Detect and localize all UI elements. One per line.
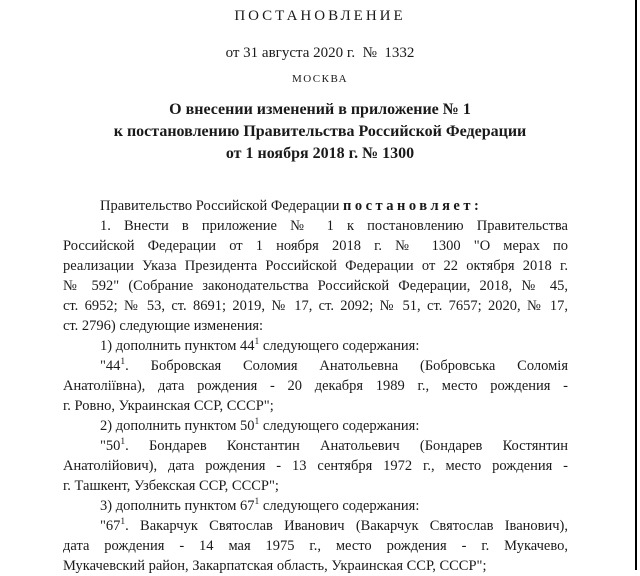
doc-type-heading: ПОСТАНОВЛЕНИЕ	[234, 8, 406, 24]
paragraph-line: Анатолійович), дата рождения - 13 сентября 1972 г., место рождения -	[63, 458, 568, 474]
paragraph-line: № 592" (Собрание законодательства Российской Федерации, 2018, № 45,	[63, 278, 568, 294]
paragraph-line: "$67^1$. Вакарчук Святослав Иванович (Вакарчук Святослав Іванович),	[100, 517, 568, 534]
intro-paragraph	[63, 196, 568, 216]
document-body	[63, 196, 568, 576]
page-edge-line	[635, 0, 637, 570]
paragraph-line: г. Ровно, Украинская ССР, СССР";	[63, 398, 274, 414]
document-header	[0, 0, 640, 165]
doc-title-line-3: от 1 ноября 2018 г. № 1300	[225, 145, 415, 162]
paragraph-line: Анатоліївна), дата рождения - 20 декабря 1989 г., место рождения -	[63, 378, 568, 394]
paragraph-line: "$50^1$. Бондарев Константин Анатольевич (Бондарев Костянтин	[100, 437, 568, 454]
body-paragraphs	[63, 216, 568, 576]
paragraph-line: Российской Федерации от 1 ноября 2018 г. № 1300 "О мерах по	[63, 238, 568, 254]
superscript-1: 1	[254, 417, 260, 428]
paragraph-line: дата рождения - 14 мая 1975 г., место рождения - г. Мукачево,	[63, 538, 568, 554]
superscript-1: 1	[120, 357, 126, 368]
superscript-1: 1	[120, 437, 126, 448]
superscript-1: 1	[120, 517, 126, 528]
superscript-1: 1	[254, 337, 260, 348]
superscript-1: 1	[254, 497, 260, 508]
paragraph-line: 1) дополнить пунктом $44^1$ следующего содержания:	[100, 337, 420, 354]
paragraph-line: 3) дополнить пунктом $67^1$ следующего содержания:	[100, 497, 420, 514]
date-number-line: от 31 августа 2020 г. № 1332	[225, 45, 415, 61]
paragraph-line: Мукачевский район, Закарпатская область, Украинская ССР, СССР";	[63, 558, 487, 574]
doc-title	[0, 99, 640, 165]
paragraph-line: 2) дополнить пунктом $50^1$ следующего содержания:	[100, 417, 420, 434]
paragraph-line: г. Ташкент, Узбекская ССР, СССР";	[63, 478, 279, 494]
paragraph-line: реализации Указа Президента Российской Федерации от 22 октября 2018 г.	[63, 258, 568, 274]
paragraph-line: 1. Внести в приложение № 1 к постановлению Правительства	[100, 218, 568, 234]
doc-title-line-2: к постановлению Правительства Российской Федерации	[113, 123, 527, 140]
intro-text: Правительство Российской Федерации	[100, 198, 343, 214]
city-line: МОСКВА	[291, 73, 349, 85]
paragraph-line: ст. 6952; № 53, ст. 8691; 2019, № 17, ст. 2092; № 51, ст. 7657; 2020, № 17,	[63, 298, 568, 314]
paragraph-line: "$44^1$. Бобровская Соломия Анатольевна (Бобровська Соломія	[100, 357, 568, 374]
paragraph-line: ст. 2796) следующие изменения:	[63, 318, 264, 334]
intro-verb: постановляет:	[342, 198, 483, 214]
doc-title-line-1: О внесении изменений в приложение № 1	[169, 101, 471, 118]
